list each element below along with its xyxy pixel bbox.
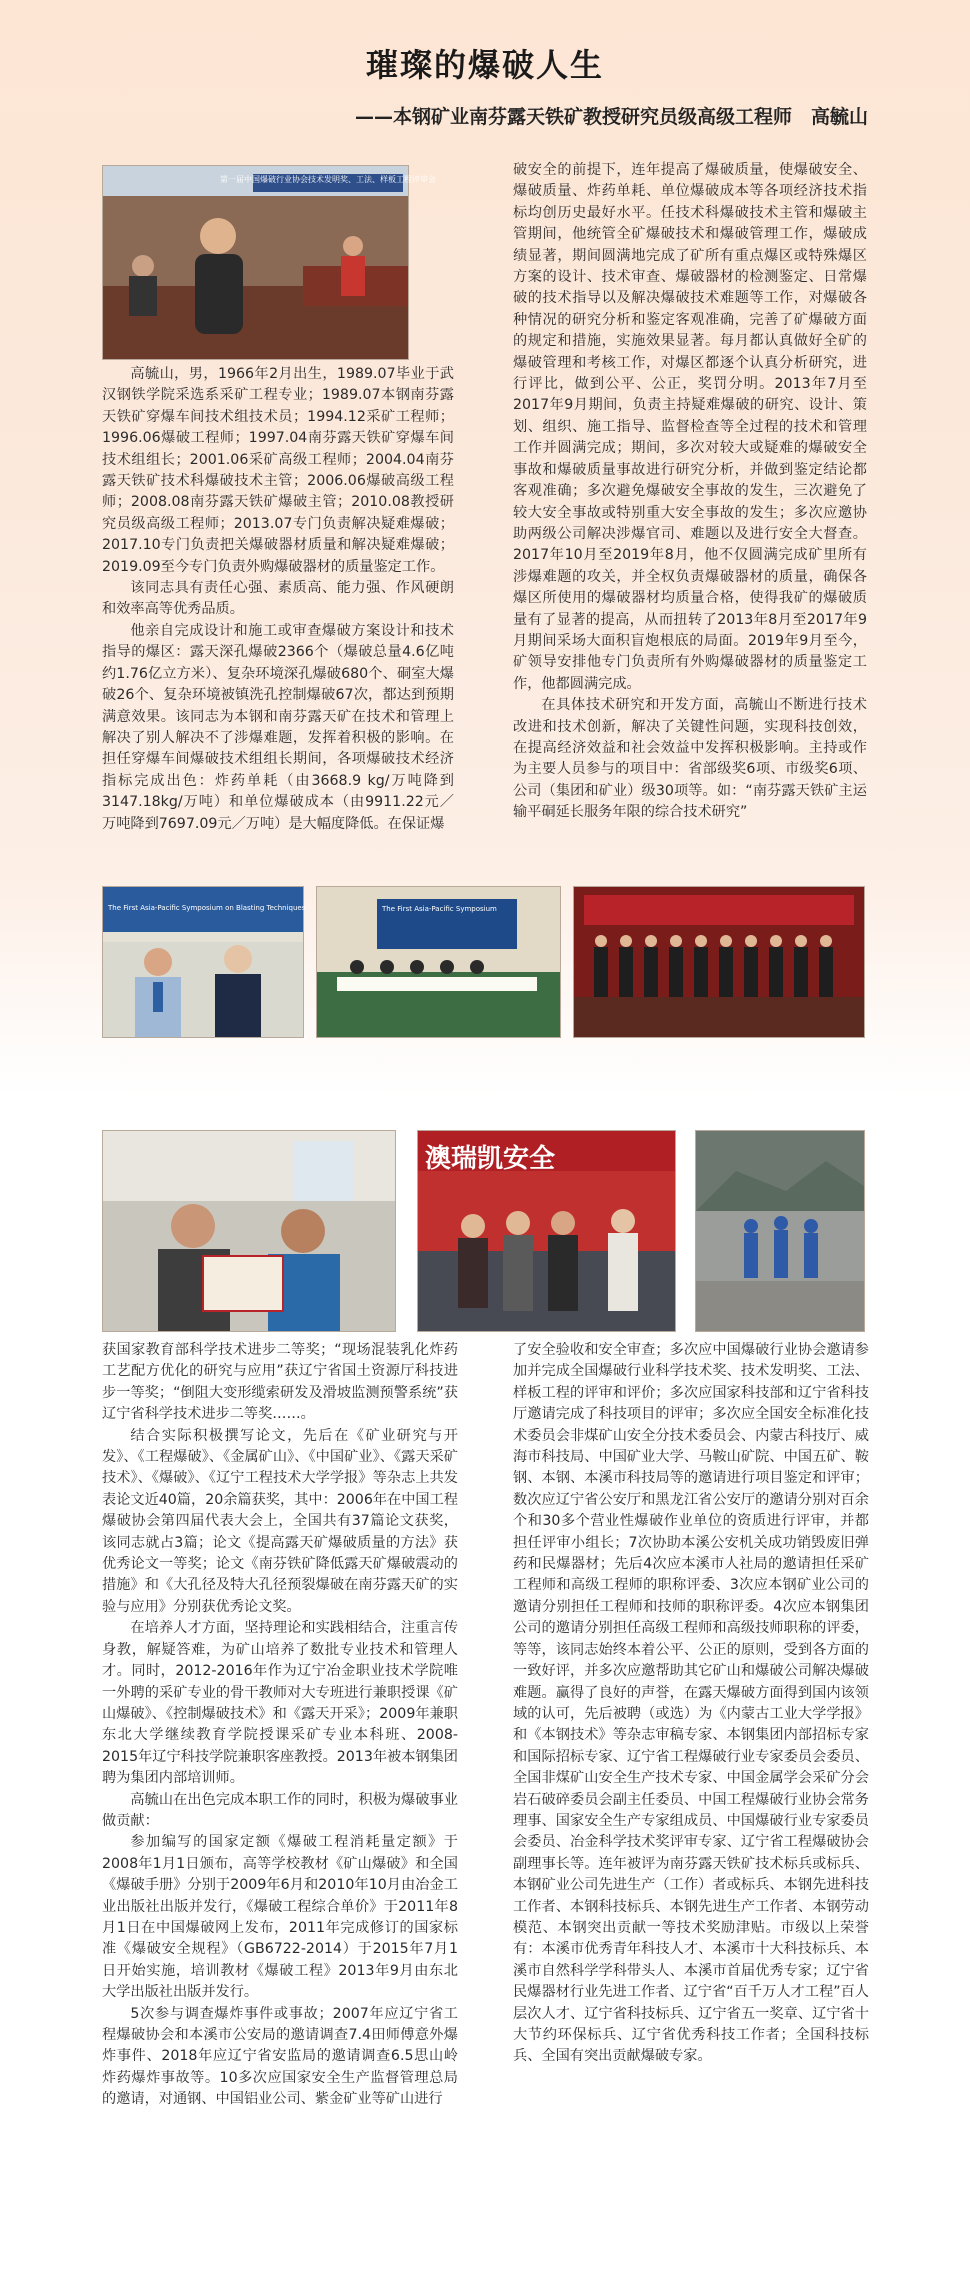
paragraph: 该同志具有责任心强、素质高、能力强、作风硬朗和效率高等优秀品质。 [102,580,454,618]
paragraph: 高毓山，男，1966年2月出生，1989.07毕业于武汉钢铁学院采选系采矿工程专业；1989.07本钢南芬露天铁矿穿爆车间技术组技术员；1994.12采矿工程师；1996.06爆破工程师；1997.04南芬露天铁矿穿爆车间技术组组长；2001.06采矿高级工程师；2004.04南芬露天铁矿技术科爆破技术主管；2006.06爆破高级工程师；2008.08南芬露天铁矿爆破主管；2010.08教授研究员级高级工程师；2013.07专门负责解决疑难爆破；2017.10专门负责把关爆破器材质量和解决疑难爆破；2019.09至今专门负责外购爆破器材的质量鉴定工作。 [102,366,454,575]
article-column-2 [513,160,867,824]
paragraph: 获国家教育部科学技术进步二等奖；“现场混装乳化炸药工艺配方优化的研究与应用”获辽宁省国土资源厅科技进步一等奖；“倒阻大变形缆索研发及滑坡监测预警系统”获辽宁省科学技术进步二等奖……。 [102,1342,458,1423]
photo-banner-text: 第一届中国爆破行业协会技术发明奖、工法、样板工程评审会 [220,175,436,184]
article-column-4 [513,1340,869,2068]
paragraph: 他亲自完成设计和施工或审查爆破方案设计和技术指导的爆区：露天深孔爆破2366个（爆破总量4.6亿吨约1.76亿立方米）、复杂环境深孔爆破680个、硐室大爆破26个、复杂环境被镇洗孔控制爆破67次，都达到预期满意效果。该同志为本钢和南芬露天矿在技术和管理上解决了别人解决不了涉爆难题，发挥着积极的影响。在担任穿爆车间爆破技术组组长期间，各项爆破技术经济指标完成出色：炸药单耗（由3668.9 kg/万吨降到3147.18kg/万吨）和单位爆破成本（由9911.22元／万吨降到7697.09元／万吨）是大幅度降低。在保证爆 [102,622,454,832]
paragraph: 在培养人才方面，坚持理论和实践相结合，注重言传身教，解疑答难，为矿山培养了数批专业技术和管理人才。同时，2012-2016年作为辽宁冶金职业技术学院唯一外聘的采矿专业的骨干教师对大专班进行兼职授课《矿山爆破》、《控制爆破技术》和《露天开采》；2009年兼职东北大学继续教育学院授课采矿专业本科班、2008-2015年辽宁科技学院兼职客座教授。2013年被本钢集团聘为集团内部培训师。 [102,1620,458,1787]
paragraph: 5次参与调查爆炸事件或事故；2007年应辽宁省工程爆破协会和本溪市公安局的邀请调查7.4田师傅意外爆炸事件、2018年应辽宁省安监局的邀请调查6.5思山岭炸药爆炸事故等。10多次应国家安全生产监督管理总局的邀请，对通钢、中国铝业公司、紫金矿业等矿山进行 [102,2005,458,2108]
paragraph: 高毓山在出色完成本职工作的同时，积极为爆破事业做贡献： [102,1791,458,1829]
paragraph: 破安全的前提下，连年提高了爆破质量，使爆破安全、爆破质量、炸药单耗、单位爆破成本等各项经济技术指标均创历史最好水平。任技术科爆破技术主管和爆破主管期间，他统管全矿爆破技术和爆破管理工作，爆破成绩显著，期间圆满地完成了矿所有重点爆区或特殊爆区方案的设计、技术审查、爆破器材的检测鉴定、日常爆破的技术指导以及解决爆破技术难题等工作，对爆破各种情况的研究分析和鉴定客观准确，完善了矿爆破方面的规定和措施，实施效果显著。每月都认真做好全矿的爆破管理和考核工作，对爆区都逐个认真分析研究，进行评比，做到公平、公正，奖罚分明。2013年7月至2017年9月期间，负责主持疑难爆破的研究、设计、策划、组织、施工指导、监督检查等全过程的技术和管理工作并圆满完成；期间，多次对较大或疑难的爆破安全事故和爆破质量事故进行研究分析，并做到鉴定结论都客观准确；多次避免爆破安全事故的发生，三次避免了较大安全事故或特别重大安全事故的发生；多次应邀协助两级公司解决涉爆官司、难题以及进行安全大督查。2017年10月至2019年8月，他不仅圆满完成矿里所有涉爆难题的攻关，并全权负责爆破器材的质量，确保各爆区所使用的爆破器材均质量合格，使得我矿的爆破质量有了显著的提高，从而扭转了2013年8月至2017年9月期间采场大面积盲炮根底的局面。2019年9月至今，矿领导安排他专门负责所有外购爆破器材的质量鉴定工作，他都圆满完成。 [513,162,867,692]
article-title: 璀璨的爆破人生 [365,46,604,84]
paragraph: 结合实际积极撰写论文，先后在《矿业研究与开发》、《工程爆破》、《金属矿山》、《中国矿业》、《露天采矿技术》、《爆破》、《辽宁工程技术大学学报》等杂志上共发表论文近40篇，20余篇获奖，其中：2006年在中国工程爆破协会第四届代表大会上，全国共有37篇论文获奖，该同志就占3篇；论文《提高露天矿爆破质量的方法》获优秀论文一等奖；论文《南芬铁矿降低露天矿爆破震动的措施》和《大孔径及特大孔径预裂爆破在南芬露天矿的实验与应用》分别获优秀论文奖。 [102,1427,458,1615]
article-subtitle: ——本钢矿业南芬露天铁矿教授研究员级高级工程师 高毓山 [354,106,868,128]
photo-certificate [102,1130,396,1332]
paragraph: 了安全验收和安全审查；多次应中国爆破行业协会邀请参加并完成全国爆破行业科学技术奖、技术发明奖、工法、样板工程的评审和评价；多次应国家科技部和辽宁省科技厅邀请完成了科技项目的评审；多次应全国安全标准化技术委员会非煤矿山安全分技术委员会、内蒙古科技厅、威海市科技局、中国矿业大学、马鞍山矿院、中国五矿、鞍钢、本钢、本溪市科技局等的邀请进行项目鉴定和评审；数次应辽宁省公安厅和黑龙江省公安厅的邀请分别对百余个和30多个营业性爆破作业单位的资质进行评审，并都担任评审小组长；7次协助本溪公安机关成功销毁废旧弹药和民爆器材；先后4次应本溪市人社局的邀请担任采矿工程师和高级工程师的职称评委、3次应本钢矿业公司的邀请分别担任工程师和技师的职称评委。4次应本钢集团公司的邀请分别担任高级工程师和高级技师职称的评委，等等，该同志始终本着公平、公正的原则，受到各方面的一致好评，并多次应邀帮助其它矿山和爆破公司解决爆破难题。赢得了良好的声誉，在露天爆破方面得到国内该领域的认可，先后被聘（或选）为《内蒙古工业大学学报》和《本钢技术》等杂志审稿专家、本钢集团内部招标专家和国际招标专家、辽宁省工程爆破行业专家委员会委员、全国非煤矿山安全生产技术专家、中国金属学会采矿分会岩石破碎委员会副主任委员、中国工程爆破行业协会常务理事、国家安全生产专家组成员、中国爆破行业专家委员会委员、冶金科学技术奖评审专家、辽宁省工程爆破协会副理事长等。连年被评为南芬露天铁矿技术标兵或标兵、本钢矿业公司先进生产（工作）者或标兵、本钢先进科技工作者、本钢科技标兵、本钢先进生产工作者、本钢劳动模范、本钢突出贡献一等技术奖励津贴。市级以上荣誉有：本溪市优秀青年科技人才、本溪市十大科技标兵、本溪市自然科学学科带头人、本溪市首届优秀专家；辽宁省民爆器材行业先进工作者、辽宁省“百千万人才工程”百人层次人才、辽宁省科技标兵、辽宁省五一奖章、辽宁省十大节约环保标兵、辽宁省优秀科技工作者；全国科技标兵、全国有突出贡献爆破专家。 [513,1342,869,2065]
paragraph: 在具体技术研究和开发方面，高毓山不断进行技术改进和技术创新，解决了关键性问题，实现科技创效，在提高经济效益和社会效益中发挥积极影响。主持或作为主要人员参与的项目中：省部级奖6项、市级奖6项、公司（集团和矿业）级30项等。如：“南芬露天铁矿主运输平硐延长服务年限的综合技术研究” [513,697,867,821]
photo-group-stage [573,886,865,1038]
photo-banner-text: 澳瑞凯安全 [425,1144,556,1174]
photo-conference-portrait [102,165,436,360]
paragraph: 参加编写的国家定额《爆破工程消耗量定额》于2008年1月1日颁布，高等学校教材《矿山爆破》和全国《爆破手册》分别于2009年6月和2010年10月由冶金工业出版社出版并发行，《爆破工程综合单价》于2011年8月1日在中国爆破网上发布，2011年完成修订的国家标准《爆破安全规程》（GB6722-2014）于2015年7月1日开始实施，培训教材《爆破工程》2013年9月由东北大学出版社出版并发行。 [102,1834,458,2001]
article-column-1 [102,364,454,835]
photo-banner-text: The First Asia-Pacific Symposium on Blasting Techniques [108,904,306,912]
photo-mine-site [695,1130,865,1332]
photo-banner-text: The First Asia-Pacific Symposium [382,905,497,913]
article-column-3 [102,1340,458,2111]
